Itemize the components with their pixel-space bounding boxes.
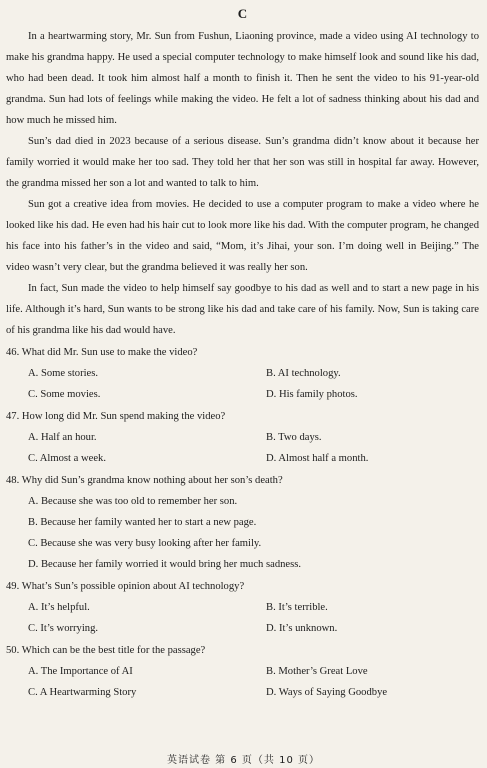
option-d: D. His family photos.	[266, 389, 358, 400]
option-d: D. It’s unknown.	[266, 623, 338, 634]
option-b: B. It’s terrible.	[266, 602, 328, 613]
question-stem: 50. Which can be the best title for the passage?	[6, 645, 206, 656]
passage-paragraph-2: Sun’s dad died in 2023 because of a serious disease. Sun’s grandma didn’t know about it because her family worried it would make her too sad. They told her that her son was still in hospital far away. However, the grandma missed her son a lot and wanted to talk to him.	[6, 136, 479, 189]
question-stem: 47. How long did Mr. Sun spend making the video?	[6, 411, 226, 422]
question-48	[6, 470, 479, 575]
option-b: B. Mother’s Great Love	[266, 666, 368, 677]
option-a: A. The Importance of AI	[28, 666, 133, 677]
section-letter: C	[237, 6, 248, 21]
option-c: C. Because she was very busy looking after her family.	[28, 538, 262, 549]
passage-paragraph-3: Sun got a creative idea from movies. He decided to use a computer program to make a video where he looked like his dad. He even had his hair cut to look more like his dad. With the computer program, he changed his face into his father’s in the video and said, “Mom, it’s Jihai, your son. I’m doing well in Beijing.” The video wasn’t very clear, but the grandma believed it was really her son.	[6, 199, 479, 273]
question-options	[6, 363, 479, 405]
option-d: D. Because her family worried it would bring her much sadness.	[28, 559, 302, 570]
option-c: C. It’s worrying.	[28, 623, 99, 634]
question-stem: 48. Why did Sun’s grandma know nothing about her son’s death?	[6, 475, 283, 486]
question-options	[6, 597, 479, 639]
option-a: A. Because she was too old to remember her son.	[28, 496, 238, 507]
page-footer: 英语试卷 第 6 页（共 10 页）	[167, 755, 320, 766]
option-d: D. Almost half a month.	[266, 453, 369, 464]
option-a: A. It’s helpful.	[28, 602, 90, 613]
option-c: C. Some movies.	[28, 389, 101, 400]
option-a: A. Some stories.	[28, 368, 99, 379]
option-c: C. A Heartwarming Story	[28, 687, 137, 698]
option-b: B. Because her family wanted her to start a new page.	[28, 517, 257, 528]
question-50	[6, 640, 479, 703]
question-49	[6, 576, 479, 639]
question-stem: 46. What did Mr. Sun use to make the video?	[6, 347, 198, 358]
passage-paragraph-1: In a heartwarming story, Mr. Sun from Fushun, Liaoning province, made a video using AI technology to make his grandma happy. He used a special computer technology to make himself look and sound like his dad, who had been dead. It took him almost half a month to finish it. Then he sent the video to his 91-year-old grandma. Sun had lots of feelings while making the video. He felt a lot of sadness thinking about his dad and how much he missed him.	[6, 31, 479, 126]
question-47	[6, 406, 479, 469]
question-options	[6, 661, 479, 703]
option-c: C. Almost a week.	[28, 453, 106, 464]
option-d: D. Ways of Saying Goodbye	[266, 687, 388, 698]
passage	[6, 26, 479, 341]
question-options	[6, 491, 479, 575]
option-b: B. AI technology.	[266, 368, 341, 379]
passage-paragraph-4: In fact, Sun made the video to help himself say goodbye to his dad as well and to start a new page in his life. Although it’s hard, Sun wants to be strong like his dad and take care of his family. Now, Sun is taking care of his grandma like his dad would have.	[6, 283, 479, 336]
question-46	[6, 342, 479, 405]
question-options	[6, 427, 479, 469]
question-stem: 49. What’s Sun’s possible opinion about AI technology?	[6, 581, 245, 592]
option-a: A. Half an hour.	[28, 432, 97, 443]
option-b: B. Two days.	[266, 432, 322, 443]
